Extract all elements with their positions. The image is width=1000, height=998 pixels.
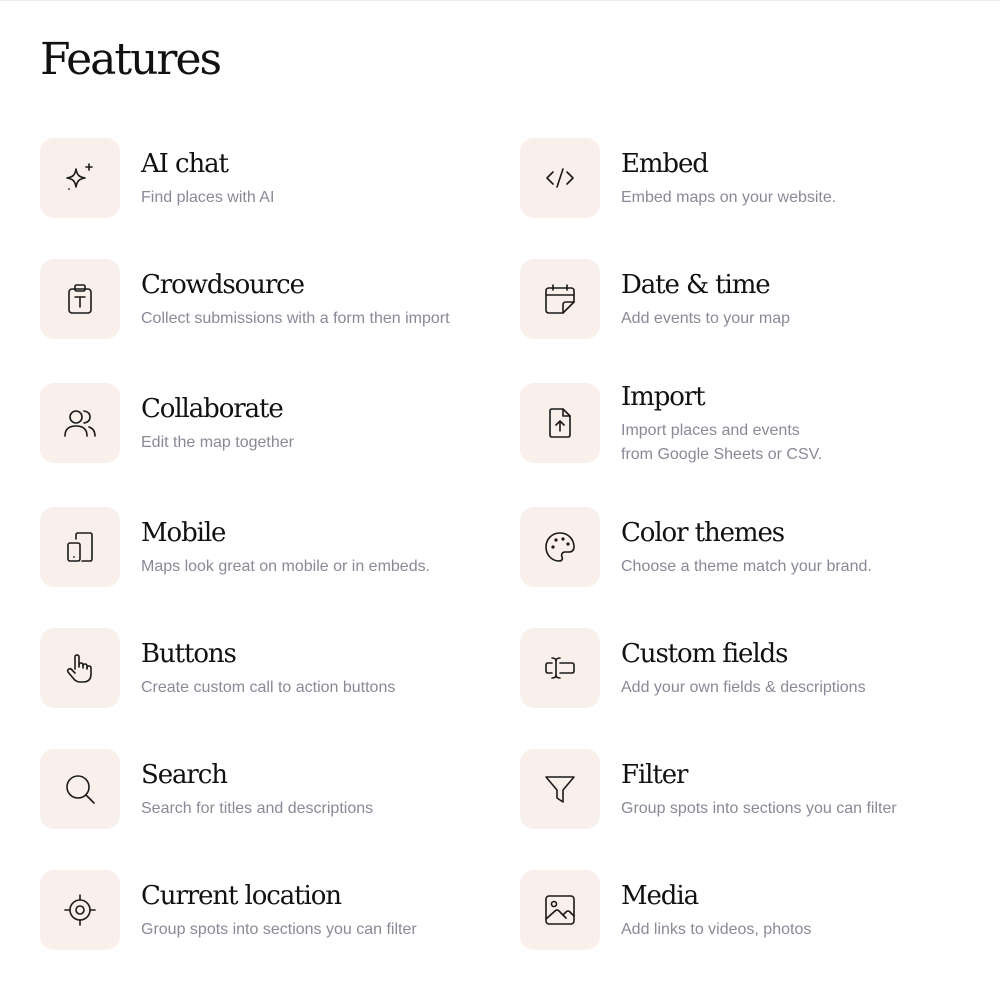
- feature-icon-tile: [520, 628, 600, 708]
- page-title: Features: [40, 34, 221, 85]
- users-icon: [62, 405, 98, 441]
- feature-title: Buttons: [141, 639, 236, 669]
- feature-embed: [520, 138, 960, 222]
- feature-icon-tile: [40, 628, 120, 708]
- feature-description: Search for titles and descriptions: [141, 800, 374, 817]
- palette-icon: [542, 529, 578, 565]
- feature-title: Date & time: [621, 270, 770, 300]
- feature-icon-tile: [520, 383, 600, 463]
- feature-title: Search: [141, 760, 227, 790]
- feature-title: Media: [621, 881, 698, 911]
- feature-title: Import: [621, 382, 705, 412]
- filter-icon: [542, 771, 578, 807]
- feature-import: [520, 383, 960, 467]
- feature-description: Import places and events from Google Sheets or CSV.: [621, 422, 823, 463]
- feature-description: Edit the map together: [141, 434, 294, 451]
- feature-color-themes: [520, 507, 960, 591]
- feature-title: Custom fields: [621, 639, 788, 669]
- feature-description: Find places with AI: [141, 189, 275, 206]
- feature-icon-tile: [40, 749, 120, 829]
- calendar-icon: [542, 281, 578, 317]
- feature-filter: [520, 749, 960, 833]
- crosshair-icon: [62, 892, 98, 928]
- feature-icon-tile: [520, 259, 600, 339]
- feature-description: Create custom call to action buttons: [141, 679, 396, 696]
- feature-icon-tile: [40, 870, 120, 950]
- feature-ai-chat: [40, 138, 480, 222]
- feature-icon-tile: [40, 138, 120, 218]
- feature-icon-tile: [520, 870, 600, 950]
- feature-title: AI chat: [141, 149, 228, 179]
- feature-icon-tile: [520, 138, 600, 218]
- feature-description: Collect submissions with a form then import: [141, 310, 450, 327]
- feature-description: Group spots into sections you can filter: [621, 800, 897, 817]
- feature-title: Collaborate: [141, 394, 283, 424]
- feature-description: Embed maps on your website.: [621, 189, 837, 206]
- hand-pointer-icon: [62, 650, 98, 686]
- devices-icon: [62, 529, 98, 565]
- feature-mobile: [40, 507, 480, 591]
- feature-title: Filter: [621, 760, 688, 790]
- feature-description: Choose a theme match your brand.: [621, 558, 872, 575]
- feature-icon-tile: [40, 259, 120, 339]
- feature-title: Current location: [141, 881, 341, 911]
- text-field-icon: [542, 650, 578, 686]
- feature-search: [40, 749, 480, 833]
- clipboard-text-icon: [62, 281, 98, 317]
- feature-current-location: [40, 870, 480, 954]
- photo-icon: [542, 892, 578, 928]
- feature-icon-tile: [520, 749, 600, 829]
- feature-custom-fields: [520, 628, 960, 712]
- feature-crowdsource: [40, 259, 480, 343]
- feature-collaborate: [40, 383, 480, 467]
- feature-description: Add links to videos, photos: [621, 921, 812, 938]
- code-icon: [542, 160, 578, 196]
- feature-date-time: [520, 259, 960, 343]
- feature-title: Embed: [621, 149, 708, 179]
- feature-icon-tile: [520, 507, 600, 587]
- feature-media: [520, 870, 960, 954]
- feature-title: Crowdsource: [141, 270, 304, 300]
- feature-title: Mobile: [141, 518, 226, 548]
- file-upload-icon: [542, 405, 578, 441]
- feature-icon-tile: [40, 383, 120, 463]
- feature-description: Maps look great on mobile or in embeds.: [141, 558, 431, 575]
- feature-description: Group spots into sections you can filter: [141, 921, 417, 938]
- feature-title: Color themes: [621, 518, 784, 548]
- feature-description: Add your own fields & descriptions: [621, 679, 866, 696]
- search-icon: [62, 771, 98, 807]
- sparkles-icon: [62, 160, 98, 196]
- feature-description: Add events to your map: [621, 310, 790, 327]
- feature-icon-tile: [40, 507, 120, 587]
- top-divider: [0, 0, 1000, 1]
- feature-buttons: [40, 628, 480, 712]
